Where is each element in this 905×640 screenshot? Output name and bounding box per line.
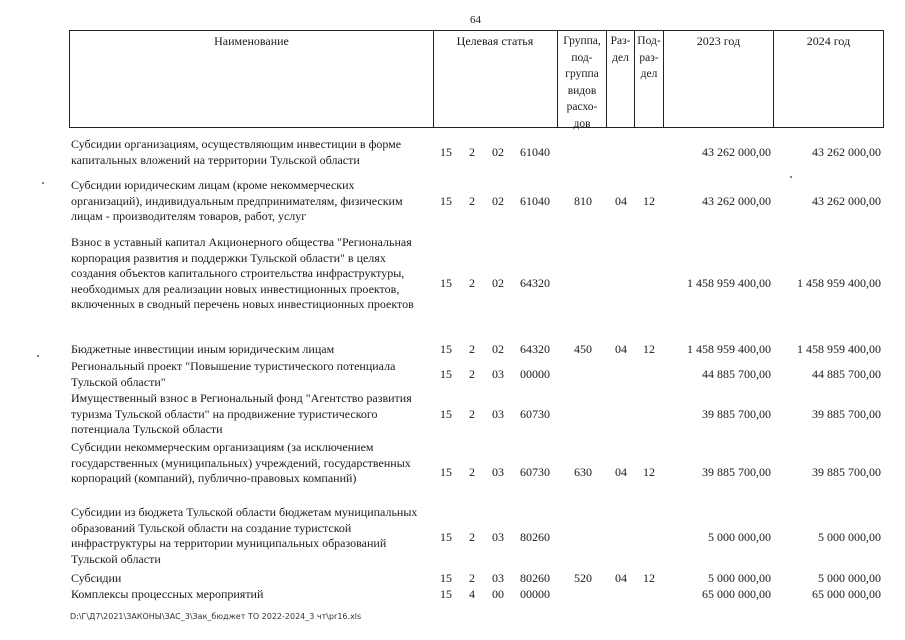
- cell-subprogram: 2: [469, 367, 475, 381]
- cell-subprogram: 2: [469, 530, 475, 544]
- cell-section: 04: [615, 571, 627, 585]
- scan-speck: [790, 176, 792, 178]
- cell-2024: 1 458 959 400,00: [797, 342, 881, 356]
- cell-group: 520: [574, 571, 592, 585]
- cell-program: 15: [440, 587, 452, 601]
- cell-2024: 5 000 000,00: [818, 530, 881, 544]
- cell-2024: 39 885 700,00: [812, 407, 881, 421]
- cell-subprogram: 2: [469, 194, 475, 208]
- header-target-article: Целевая статья: [456, 34, 534, 48]
- cell-event: 03: [492, 571, 504, 585]
- cell-subsection: 12: [643, 194, 655, 208]
- cell-direction: 00000: [520, 587, 550, 601]
- cell-2024: 43 262 000,00: [812, 145, 881, 159]
- header-name: Наименование: [214, 34, 289, 48]
- cell-2023: 39 885 700,00: [702, 407, 771, 421]
- cell-2023: 43 262 000,00: [702, 194, 771, 208]
- cell-2024: 65 000 000,00: [812, 587, 881, 601]
- cell-program: 15: [440, 407, 452, 421]
- page-number: 64: [470, 14, 481, 26]
- cell-direction: 60730: [520, 465, 550, 479]
- cell-program: 15: [440, 367, 452, 381]
- cell-program: 15: [440, 145, 452, 159]
- scan-speck: [37, 355, 39, 357]
- cell-direction: 80260: [520, 571, 550, 585]
- cell-section: 04: [615, 465, 627, 479]
- row-name: Субсидии организациям, осуществляющим инвестиции в форме капитальных вложений на территории Тульской области: [71, 137, 402, 167]
- header-group: Группа, под- группа видов расхо- дов: [563, 35, 601, 130]
- cell-subprogram: 2: [469, 571, 475, 585]
- cell-2023: 5 000 000,00: [708, 530, 771, 544]
- cell-subprogram: 2: [469, 145, 475, 159]
- cell-section: 04: [615, 194, 627, 208]
- cell-subsection: 12: [643, 571, 655, 585]
- row-name: Имущественный взнос в Региональный фонд "Агентство развития туризма Тульской области" на продвижение туристического потенциала Тульской области: [71, 391, 412, 436]
- cell-event: 00: [492, 587, 504, 601]
- row-name: Региональный проект "Повышение туристического потенциала Тульской области": [71, 359, 396, 389]
- row-name: Бюджетные инвестиции иным юридическим лицам: [71, 342, 335, 356]
- cell-direction: 61040: [520, 194, 550, 208]
- cell-section: 04: [615, 342, 627, 356]
- cell-event: 03: [492, 407, 504, 421]
- row-name: Комплексы процессных мероприятий: [71, 587, 264, 601]
- cell-subprogram: 2: [469, 407, 475, 421]
- cell-2023: 39 885 700,00: [702, 465, 771, 479]
- cell-2023: 65 000 000,00: [702, 587, 771, 601]
- cell-2023: 44 885 700,00: [702, 367, 771, 381]
- row-name: Субсидии: [71, 571, 122, 585]
- cell-subprogram: 2: [469, 465, 475, 479]
- header-subsection: Под- раз- дел: [637, 35, 661, 80]
- cell-2024: 43 262 000,00: [812, 194, 881, 208]
- row-name: Субсидии из бюджета Тульской области бюджетам муниципальных образований Тульской области на создание туристской инфраструктуры на территории муниципальных образований Тульской области: [71, 505, 418, 566]
- cell-2024: 39 885 700,00: [812, 465, 881, 479]
- cell-event: 02: [492, 145, 504, 159]
- table-header: [69, 30, 884, 128]
- cell-direction: 64320: [520, 342, 550, 356]
- row-name: Субсидии некоммерческим организациям (за исключением государственных (муниципальных) учреждений, государственных корпораций (компаний), публично-правовых компаний): [71, 440, 411, 485]
- cell-2023: 1 458 959 400,00: [687, 342, 771, 356]
- cell-program: 15: [440, 530, 452, 544]
- cell-subprogram: 2: [469, 342, 475, 356]
- cell-subsection: 12: [643, 465, 655, 479]
- cell-direction: 60730: [520, 407, 550, 421]
- cell-2024: 5 000 000,00: [818, 571, 881, 585]
- cell-2023: 5 000 000,00: [708, 571, 771, 585]
- cell-subprogram: 4: [469, 587, 475, 601]
- cell-direction: 00000: [520, 367, 550, 381]
- cell-group: 630: [574, 465, 592, 479]
- cell-2024: 1 458 959 400,00: [797, 276, 881, 290]
- cell-subprogram: 2: [469, 276, 475, 290]
- cell-event: 02: [492, 342, 504, 356]
- header-year-2024: 2024 год: [806, 34, 851, 48]
- cell-event: 02: [492, 276, 504, 290]
- header-section: Раз- дел: [610, 35, 631, 64]
- header-year-2023: 2023 год: [696, 34, 741, 48]
- cell-program: 15: [440, 194, 452, 208]
- cell-event: 03: [492, 367, 504, 381]
- cell-direction: 61040: [520, 145, 550, 159]
- cell-group: 450: [574, 342, 592, 356]
- footer-file-path: D:\Г\Д7\2021\ЗАКОНЫ\ЗАС_3\Зак_бюджет ТО 2022-2024_3 чт\pr16.xls: [70, 612, 362, 621]
- cell-event: 02: [492, 194, 504, 208]
- scan-speck: [42, 182, 44, 184]
- cell-program: 15: [440, 276, 452, 290]
- row-name: Взнос в уставный капитал Акционерного общества "Региональная корпорация развития и поддержки Тульской области" в целях создания объектов капитального строительства инфраструктуры, необходимых для реализации новых инвестиционных проектов, включенных в сводный перечень новых инвестиционных проектов: [71, 235, 414, 311]
- cell-direction: 64320: [520, 276, 550, 290]
- cell-group: 810: [574, 194, 592, 208]
- cell-2024: 44 885 700,00: [812, 367, 881, 381]
- cell-event: 03: [492, 530, 504, 544]
- row-name: Субсидии юридическим лицам (кроме некоммерческих организаций), индивидуальным предпринимателям, физическим лицам - производителям товаров, работ, услуг: [71, 178, 403, 223]
- cell-program: 15: [440, 465, 452, 479]
- cell-direction: 80260: [520, 530, 550, 544]
- cell-subsection: 12: [643, 342, 655, 356]
- cell-program: 15: [440, 342, 452, 356]
- cell-2023: 43 262 000,00: [702, 145, 771, 159]
- cell-program: 15: [440, 571, 452, 585]
- cell-2023: 1 458 959 400,00: [687, 276, 771, 290]
- cell-event: 03: [492, 465, 504, 479]
